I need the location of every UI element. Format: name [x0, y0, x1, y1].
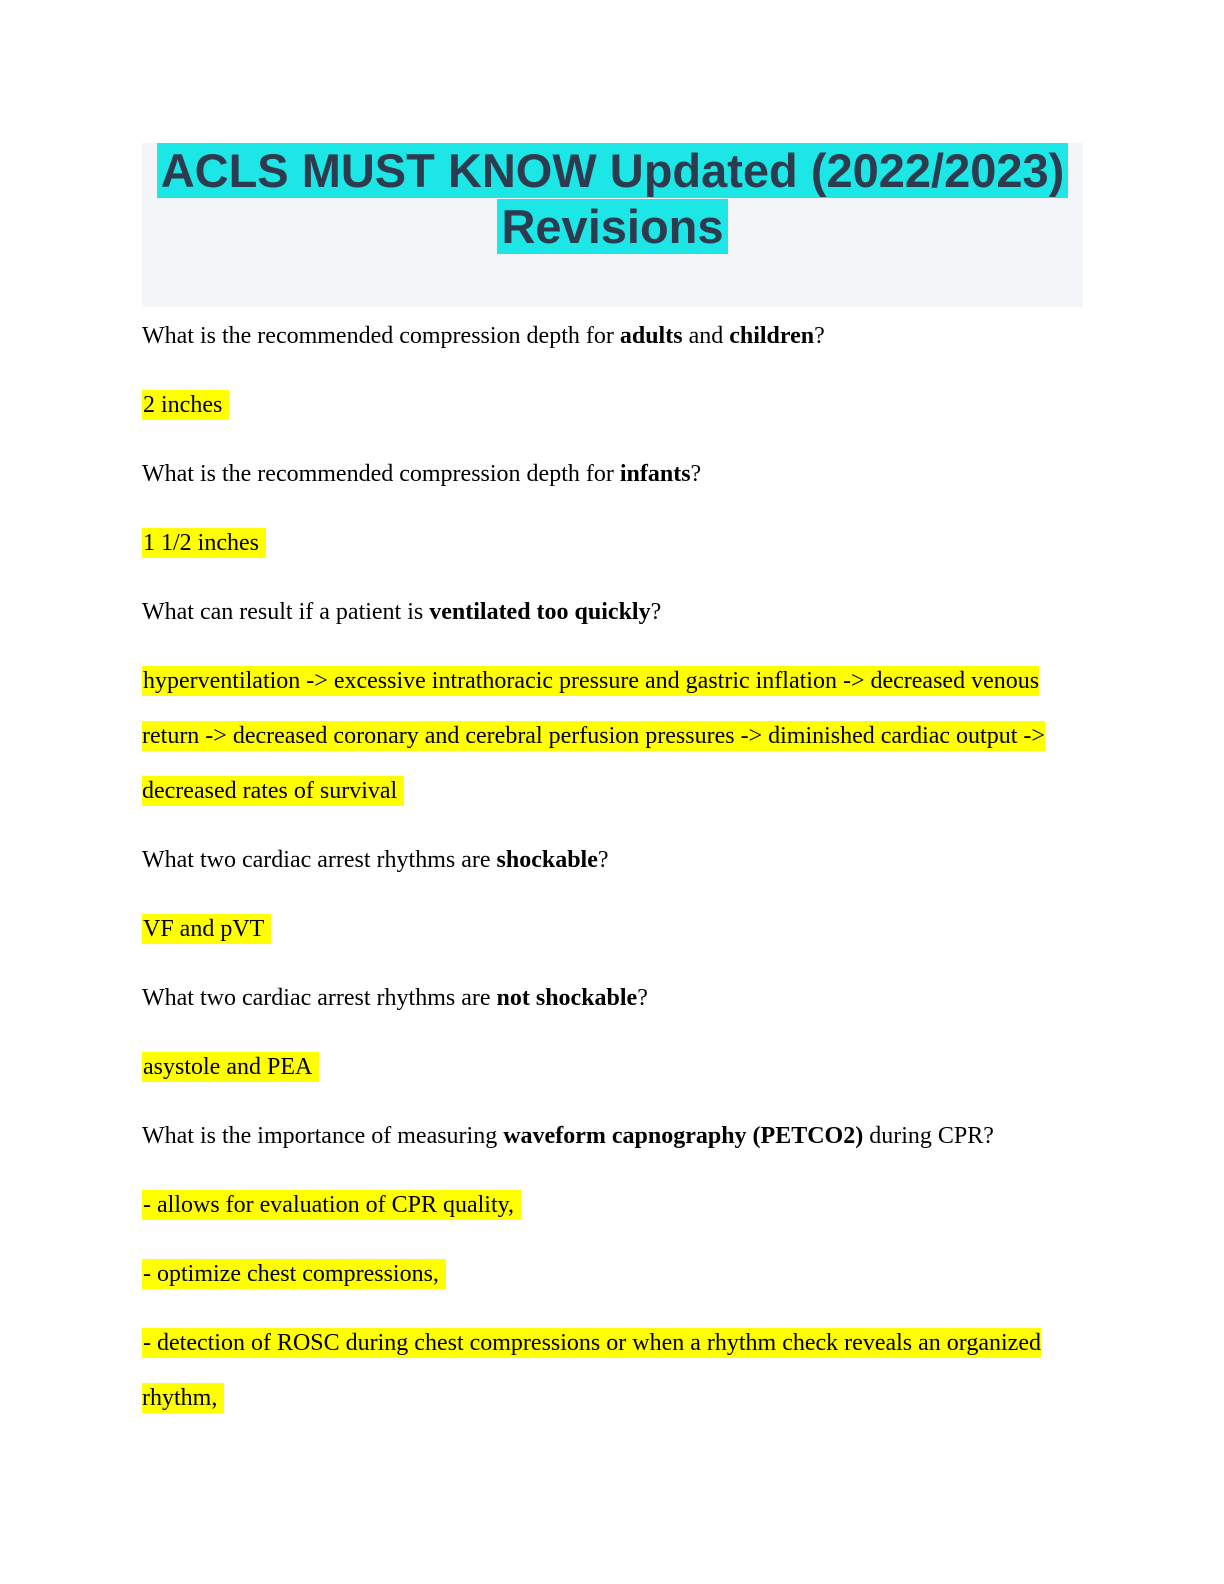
answer-highlight: asystole and PEA: [142, 1052, 319, 1082]
answer-highlight: hyperventilation -> excessive intrathoracic pressure and gastric inflation -> decreased venous return -> decreased coronary and cerebral perfusion pressures -> diminished cardiac output -> decreased rates of survival: [142, 668, 1045, 804]
answer-highlight: VF and pVT: [142, 914, 271, 944]
question-segment: What two cardiac arrest rhythms are: [142, 985, 497, 1011]
qa-content: [142, 309, 1083, 1426]
question-3: [142, 585, 1083, 640]
title-highlight-line1: ACLS MUST KNOW Updated (2022/2023): [157, 143, 1069, 198]
question-keyword: ventilated too quickly: [429, 599, 651, 625]
question-segment: ?: [690, 461, 702, 487]
answer-3: [142, 654, 1083, 819]
question-keyword: adults: [619, 323, 683, 349]
question-6: [142, 1109, 1083, 1164]
answer-6-item-2: [142, 1247, 1083, 1302]
question-keyword: waveform capnography (PETCO2): [503, 1123, 864, 1149]
question-segment: What is the recommended compression depth for: [142, 323, 620, 349]
question-segment: ?: [650, 599, 662, 625]
answer-6-item-1: [142, 1178, 1083, 1233]
question-keyword: infants: [619, 461, 691, 487]
answer-highlight: - allows for evaluation of CPR quality,: [142, 1190, 521, 1220]
answer-highlight: 2 inches: [142, 390, 229, 420]
question-segment: and: [682, 323, 730, 349]
question-5: [142, 971, 1083, 1026]
question-segment: What is the importance of measuring: [142, 1123, 504, 1149]
question-segment: What can result if a patient is: [142, 599, 430, 625]
document-header: [142, 143, 1083, 307]
page-title: [142, 143, 1083, 255]
question-keyword: not shockable: [496, 985, 638, 1011]
answer-1: [142, 378, 1083, 433]
answer-6-item-3: [142, 1316, 1083, 1426]
question-segment: What is the recommended compression depth for: [142, 461, 620, 487]
question-segment: during CPR?: [863, 1123, 994, 1149]
question-keyword: shockable: [496, 847, 598, 873]
question-1: [142, 309, 1083, 364]
question-segment: ?: [637, 985, 648, 1011]
answer-highlight: 1 1/2 inches: [142, 528, 266, 558]
question-4: [142, 833, 1083, 888]
question-segment: ?: [814, 323, 825, 349]
answer-2: [142, 516, 1083, 571]
answer-4: [142, 902, 1083, 957]
answer-5: [142, 1040, 1083, 1095]
question-segment: ?: [597, 847, 609, 873]
answer-highlight: - optimize chest compressions,: [142, 1259, 446, 1289]
answer-highlight: - detection of ROSC during chest compressions or when a rhythm check reveals an organized rhythm,: [142, 1330, 1041, 1411]
question-keyword: children: [729, 323, 815, 349]
title-highlight-line2: Revisions: [497, 199, 727, 254]
question-segment: What two cardiac arrest rhythms are: [142, 847, 497, 873]
question-2: [142, 447, 1083, 502]
